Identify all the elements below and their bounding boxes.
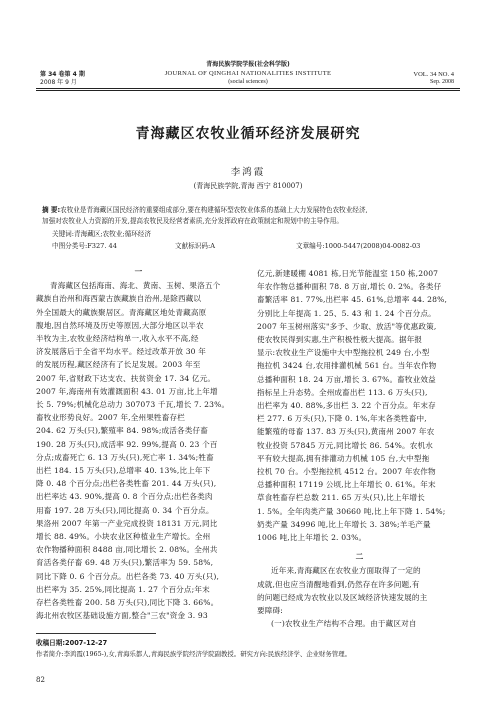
- body-text-line: 近年来,青海藏区在农牧业方面取得了一定的: [271, 566, 421, 576]
- body-text-line: 分点;成畜死亡 6. 13 万头(只),死亡率 1. 34%;牲畜: [36, 452, 214, 462]
- body-text-line: 能繁殖的母畜 137. 83 万头(只),黄南州 2007 年农: [257, 427, 435, 437]
- body-text-line: 降 0. 48 个百分点;出栏各类牲畜 201. 44 万头(只),: [36, 479, 217, 489]
- header-rule-bottom: [36, 90, 460, 91]
- abstract-line: 农牧业是青海藏区国民经济的重要组成部分,要在构建循环型农牧业体系的基础上大力发展特色农牧业经济,: [60, 206, 368, 214]
- body-text-line: 育活各类仔畜 69. 48 万头(只),繁活率为 59. 58%,: [36, 558, 214, 568]
- body-text-line: 成就,但也应当清醒地看到,仍然存在许多问题,有: [257, 579, 420, 589]
- section-heading: 一: [134, 267, 143, 276]
- author-affiliation: (青海民族学院,青海 西宁 810007): [193, 182, 303, 190]
- body-text-line: 分别比上年提高 1. 25、5. 43 和 1. 24 个百分点。: [257, 308, 436, 318]
- body-text-line: 拖拉机 3424 台,农用排灌机械 561 台。当年农作物: [257, 361, 437, 371]
- volume-en: VOL. 34 NO. 4: [413, 71, 454, 78]
- body-text-line: 190. 28 万头(只),成活率 92. 99%,提高 0. 23 个百: [36, 439, 218, 449]
- body-text-line: 增长 88. 49%。小块农业区种植业生产增长。全州: [36, 532, 211, 542]
- body-text-line: 指标呈上升态势。全州成畜出栏 113. 6 万头(只),: [257, 387, 428, 397]
- body-text-line: 2007 年玉树州落实"多予、少取、放活"等优惠政策,: [257, 321, 437, 331]
- journal-name-en: JOURNAL OF QINGHAI NATIONALITIES INSTITUTE: [164, 70, 332, 77]
- body-text-line: 出栏率达 43. 90%,提高 0. 8 个百分点;出栏各类肉: [36, 492, 213, 502]
- body-text-line: 的发展历程,藏区经济有了长足发展。2003 年至: [36, 360, 201, 370]
- keywords: 关键词:青海藏区;农牧业;循环经济: [52, 230, 151, 238]
- body-text-line: 奶类产量 34996 吨,比上年增长 3. 38%;羊毛产量: [257, 519, 431, 529]
- body-text-line: 年农作物总播种面积 78. 8 万亩,增长 0. 2%。各类仔: [257, 282, 442, 292]
- author-bio: 作者简介:李鸿霞(1965-),女,青海乐都人,青海民族学院经济学院副教授。研究方向:民族经济学、企业财务管理。: [36, 650, 351, 658]
- body-text-line: 2007 年,海南州有效灌溉面积 43. 01 万亩,比上年增: [36, 386, 218, 396]
- article-number: 文章编号:1000-5447(2008)04-0082-03: [296, 242, 421, 250]
- body-text-line: 总播种面积 17119 公顷,比上年增长 0. 61%。年末: [257, 480, 436, 490]
- body-text-line: 亿元,新建暖棚 4081 栋,日光节能温室 150 栋,2007: [257, 269, 439, 278]
- abstract: [42, 205, 454, 227]
- body-text-line: 要障碍:: [257, 606, 283, 616]
- body-text-line: (一)农牧业生产结构不合理。由于藏区对自: [271, 619, 417, 629]
- body-text-line: 畜繁活率 81. 77%,出栏率 45. 61%,总增率 44. 28%,: [257, 295, 448, 305]
- body-text-line: 济发展落后于全省平均水平。经过改革开放 30 年: [36, 347, 206, 357]
- page-number: 82: [36, 676, 45, 684]
- body-text-line: 1. 5%。全年肉类产量 30660 吨,比上年下降 1. 54%;: [257, 506, 446, 516]
- body-text-line: 栏 277. 6 万头(只),下降 0. 1%,年末各类牲畜中,: [257, 414, 427, 424]
- body-text-line: 畜牧业形势良好。2007 年,全州果牲畜存栏: [36, 413, 185, 423]
- edition-en: (social sciences): [228, 79, 268, 85]
- body-text-line: 出栏率为 35. 25%,同比提高 1. 27 个百分点;年末: [36, 584, 210, 594]
- body-text-line: 半牧为主,农牧业经济结构单一,收入水平不高,经: [36, 334, 199, 344]
- body-text-line: 使农牧民得到实惠,生产积极性极大提高。据年报: [257, 335, 423, 345]
- article-title: 青海藏区农牧业循环经济发展研究: [135, 126, 361, 142]
- document-code: 文献标识码:A: [175, 242, 215, 250]
- received-date: 收稿日期:2007-12-27: [36, 639, 108, 647]
- body-text-line: 牧业投资 57845 万元,同比增长 86. 54%。农机水: [257, 440, 433, 450]
- date-en: Sep. 2008: [430, 79, 454, 85]
- header-rule-top: [36, 88, 460, 89]
- body-text-line: 平有较大提高,拥有排灌动力机械 105 台,大中型拖: [257, 453, 430, 463]
- author-name: 李鸿霞: [230, 167, 266, 178]
- right-column: [257, 267, 462, 630]
- abstract-line: 加强对农牧业人力资源的开发,提高农牧民及经营者素质,充分发挥政府在政策制定和规划中的主导作用。: [42, 217, 343, 225]
- abstract-label: 摘 要:: [42, 206, 61, 214]
- body-text-line: 显示:农牧业生产设施中大中型拖拉机 249 台,小型: [257, 348, 430, 358]
- date-cn: 2008 年 9 月: [40, 79, 77, 86]
- clc-number: 中图分类号:F327. 44: [52, 242, 117, 250]
- body-text-line: 藏族自治州和海西蒙古族藏族自治州,是除西藏以: [36, 294, 202, 304]
- body-text-line: 草食牲畜存栏总数 211. 65 万头(只),比上年增长: [257, 493, 425, 503]
- body-text-line: 腹地,因自然环境及历史等原因,大部分地区以半农: [36, 320, 204, 330]
- body-text-line: 用畜 197. 28 万头(只),同比提高 0. 34 个百分点。: [36, 505, 214, 515]
- body-text-line: 总播种面积 18. 24 万亩,增长 3. 67%。畜牧业效益: [257, 374, 436, 384]
- volume-cn: 第 34 卷第 4 期: [40, 71, 85, 78]
- body-text-line: 存栏各类牲畜 200. 58 万头(只),同比下降 3. 66%。: [36, 598, 219, 608]
- body-text-line: 同比下降 0. 6 个百分点。出栏各类 73. 40 万头(只),: [36, 571, 220, 581]
- body-text-line: 青海藏区包括海南、海北、黄南、玉树、果洛五个: [50, 281, 221, 291]
- body-text-line: 1006 吨,比上年增长 2. 03%。: [257, 533, 367, 543]
- body-text-line: 海北州农牧区基础设施方面,整合"三农"资金 3. 93: [36, 611, 208, 621]
- left-column: [36, 263, 241, 622]
- body-text-line: 农作物播种面积 8488 亩,同比增长 2. 08%。全州共: [36, 545, 218, 555]
- body-text-line: 出栏 184. 15 万头(只),总增率 40. 13%,比上年下: [36, 466, 211, 476]
- body-text-line: 的问题已经成为农牧业以及区域经济快速发展的主: [257, 592, 428, 602]
- journal-name-cn: 青海民族学院学报(社会科学版): [206, 61, 290, 68]
- body-text-line: 长 5. 79%;机械化总动力 307073 千瓦,增长 7. 23%。: [36, 400, 230, 410]
- footnote-rule: [36, 633, 156, 634]
- body-text-line: 出栏率为 40. 88%,多出栏 3. 22 个百分点。年末存: [257, 401, 436, 411]
- section-heading: 二: [355, 552, 364, 562]
- body-text-line: 拉机 70 台。小型拖拉机 4512 台。2007 年农作物: [257, 467, 436, 477]
- body-text-line: 204. 62 万头(只),繁殖率 84. 98%;成活各类仔畜: [36, 426, 209, 436]
- body-text-line: 外全国最大的藏族聚居区。青海藏区地处青藏高原: [36, 307, 207, 317]
- body-text-line: 果洛州 2007 年第一产业完成投资 18131 万元,同比: [36, 518, 218, 528]
- body-text-line: 2007 年,省财政下达支农、扶贫资金 17. 34 亿元。: [36, 373, 216, 383]
